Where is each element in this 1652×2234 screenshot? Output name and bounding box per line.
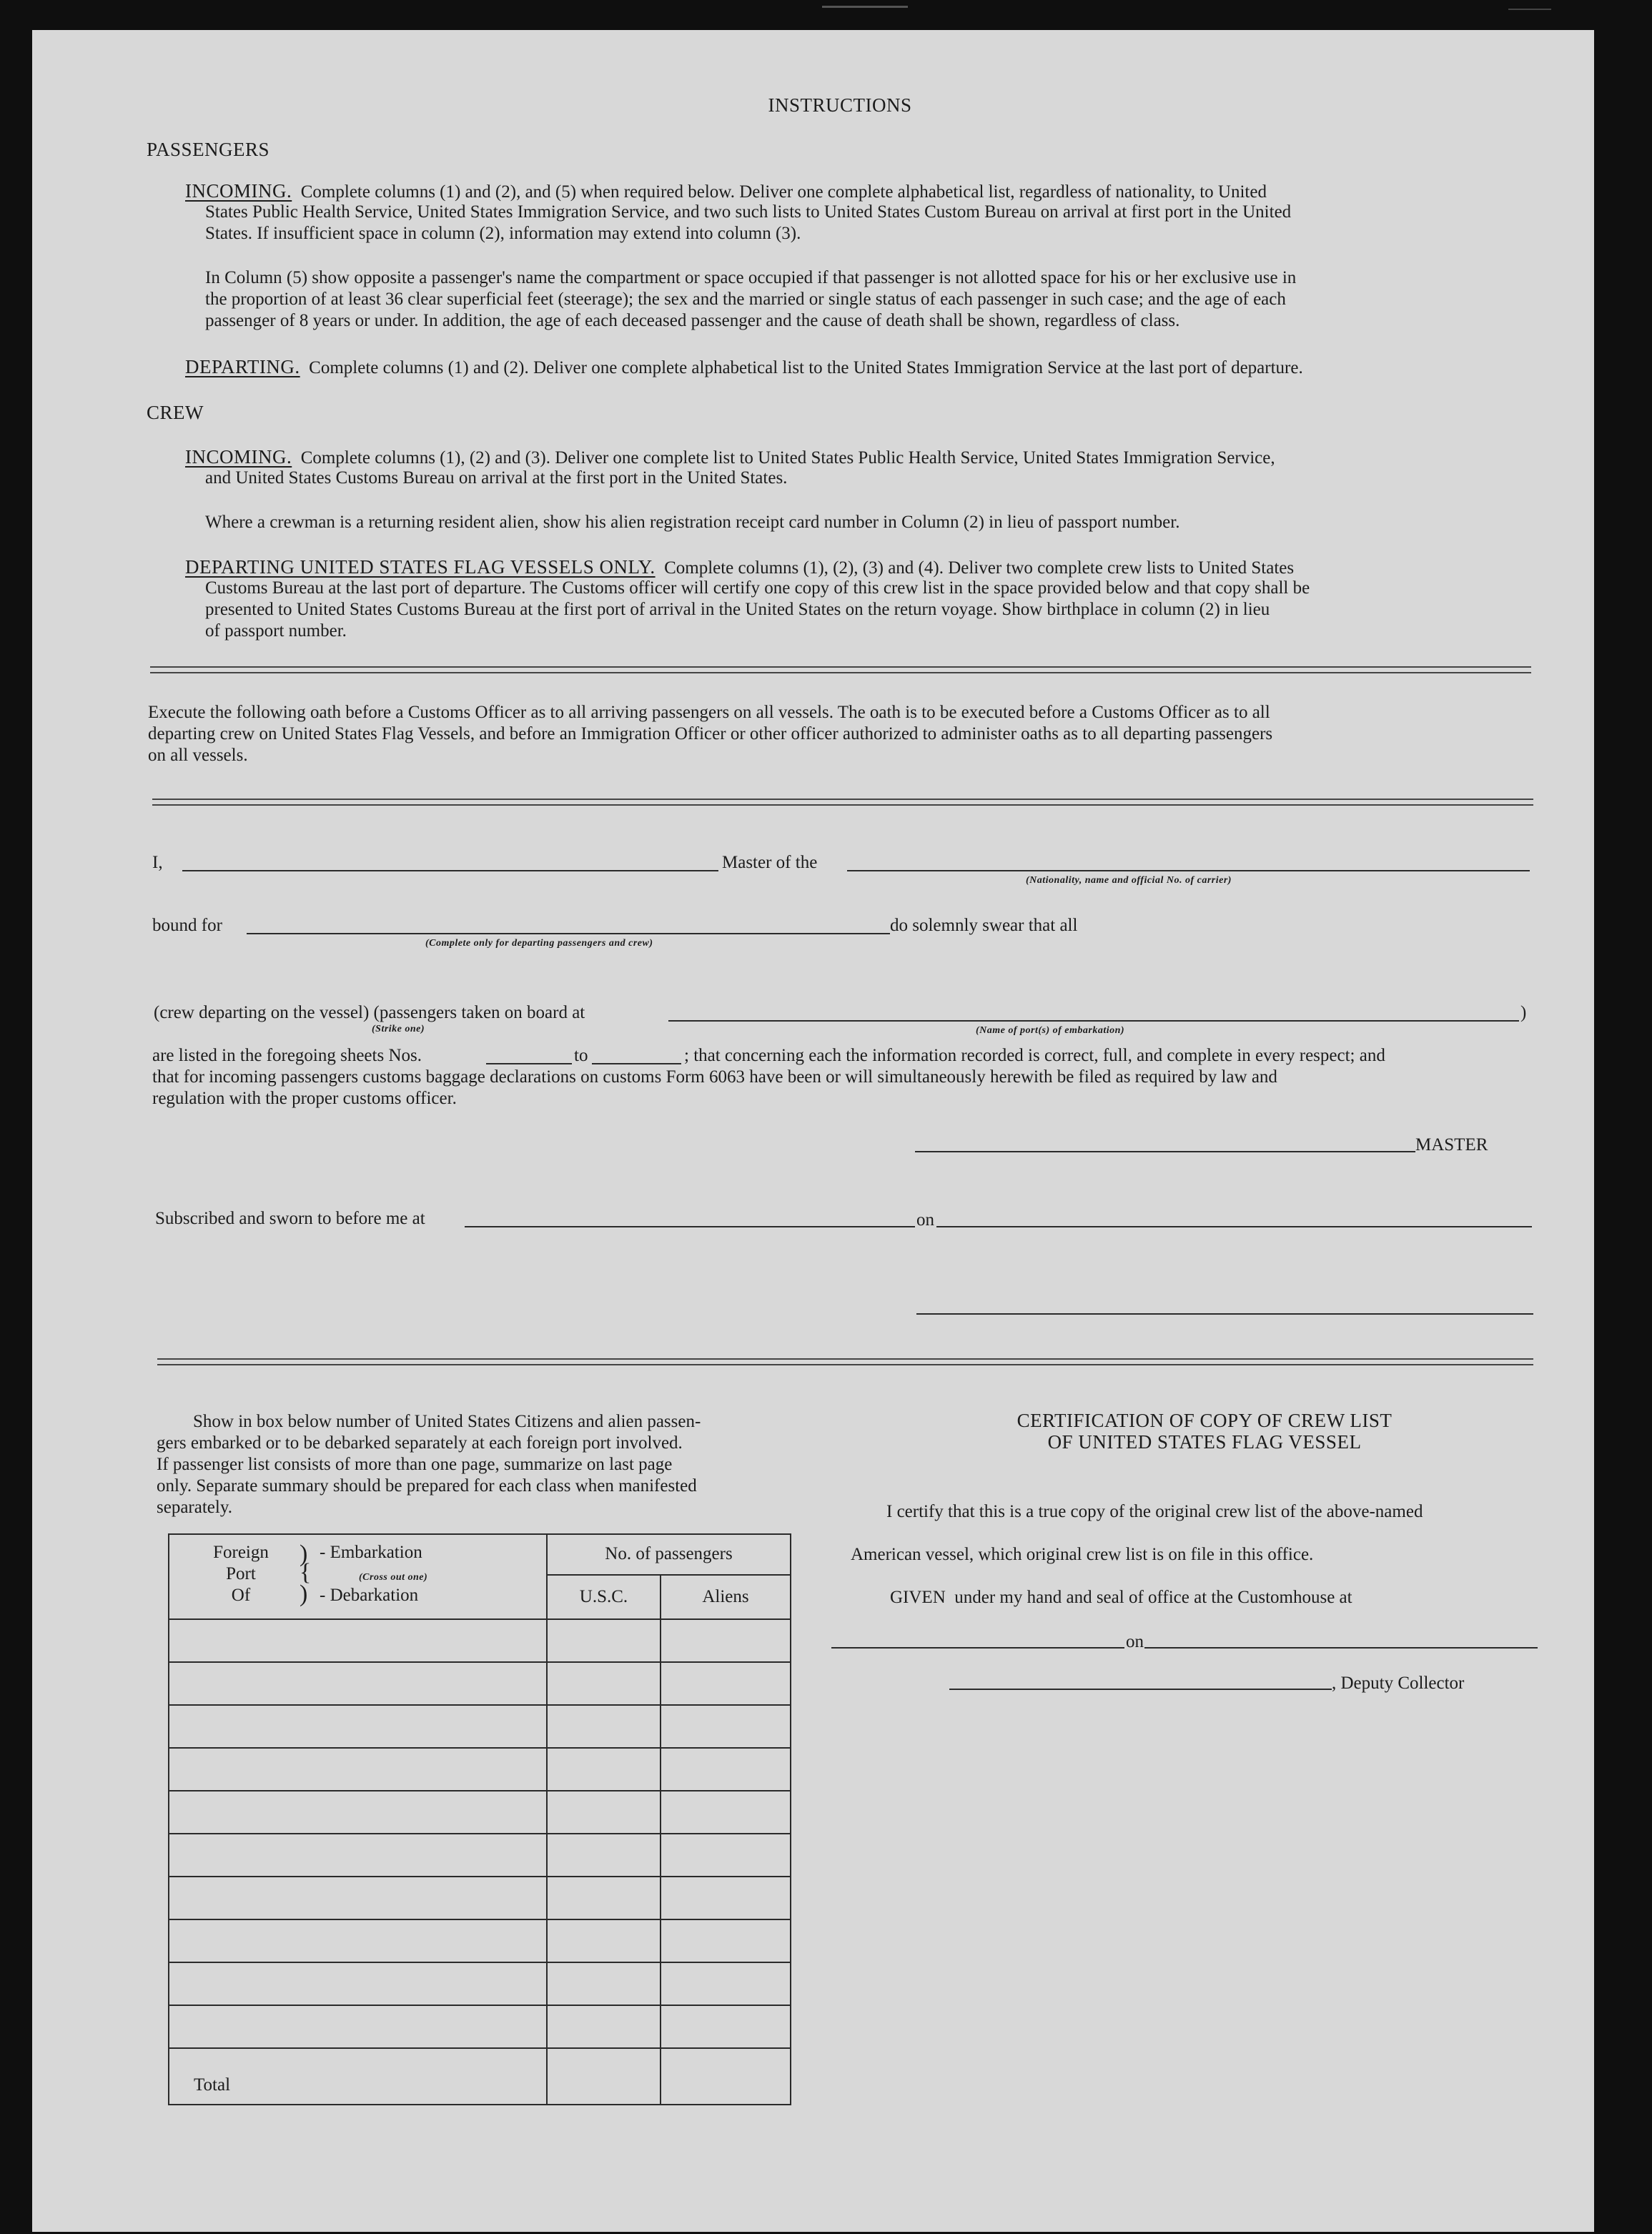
given-text: under my hand and seal of office at the Customhouse at — [954, 1588, 1352, 1607]
table-divider — [546, 1574, 790, 1576]
column5-line: the proportion of at least 36 clear superficial feet (steerage); the sex and the married or single status of each passenger in such case; and the age of each — [205, 290, 1286, 309]
customhouse-field[interactable] — [831, 1647, 1124, 1649]
table-row-line — [169, 1661, 790, 1663]
cert-on-label: on — [1126, 1632, 1144, 1651]
cross-out-caption: (Cross out one) — [359, 1572, 428, 1583]
crew-incoming-para — [185, 446, 1275, 469]
divider-rule — [150, 672, 1531, 673]
passengers-heading: PASSENGERS — [147, 139, 270, 160]
on-label: on — [916, 1210, 934, 1230]
officer-signature-field[interactable] — [916, 1313, 1533, 1315]
listed-line: that for incoming passengers customs baggage declarations on customs Form 6063 have been or will simultaneously herewith be filed as required by law and — [152, 1067, 1277, 1087]
table-row-line — [169, 1876, 790, 1877]
divider-rule — [152, 804, 1533, 806]
master-name-field[interactable] — [182, 870, 718, 871]
passengers-departing-label: DEPARTING. — [185, 356, 300, 377]
crew-incoming-label: INCOMING. — [185, 446, 292, 468]
certification-title: OF UNITED STATES FLAG VESSEL — [1047, 1431, 1362, 1453]
passengers-incoming-line: States Public Health Service, United States Immigration Service, and two such lists to United States Custom Bureau on arrival at first port in the United — [205, 202, 1292, 222]
sworn-place-field[interactable] — [465, 1226, 915, 1227]
given-label: GIVEN — [890, 1588, 946, 1607]
summary-line: If passenger list consists of more than one page, summarize on last page — [157, 1455, 673, 1474]
passenger-summary-table — [168, 1533, 791, 2105]
sheet-from-field[interactable] — [486, 1063, 572, 1064]
certification-title: CERTIFICATION OF COPY OF CREW LIST — [1017, 1410, 1393, 1431]
scan-mark — [822, 6, 908, 8]
master-of-label: Master of the — [722, 853, 818, 872]
swear-label: do solemnly swear that all — [890, 916, 1078, 935]
listed-line: regulation with the proper customs officer. — [152, 1089, 457, 1108]
certify-line: I certify that this is a true copy of the original crew list of the above-named — [886, 1502, 1423, 1521]
oath-instruction-line: departing crew on United States Flag Vessels, and before an Immigration Officer or other officer authorized to administer oaths as to all departing passengers — [148, 724, 1273, 743]
table-row-line — [169, 1833, 790, 1834]
form-page — [32, 30, 1594, 2232]
close-paren: ) — [1520, 1003, 1527, 1022]
table-row-line — [169, 1704, 790, 1706]
passengers-departing-para — [185, 356, 1303, 379]
crew-departing-label: (crew departing on the vessel) (passengers taken on board at — [154, 1003, 585, 1022]
table-row-line — [169, 1790, 790, 1791]
divider-rule — [152, 799, 1533, 800]
divider-rule — [150, 666, 1531, 668]
table-row-line — [169, 2005, 790, 2006]
summary-line: Show in box below number of United States Citizens and alien passen- — [193, 1412, 701, 1431]
crew-heading: CREW — [147, 402, 204, 423]
divider-rule — [157, 1358, 1533, 1360]
scan-mark — [1508, 9, 1551, 10]
crew-departing-line: Complete columns (1), (2), (3) and (4). Deliver two complete crew lists to United States — [664, 558, 1295, 578]
column5-line: In Column (5) show opposite a passenger's name the compartment or space occupied if that passenger is not allotted space for his or her exclusive use in — [205, 268, 1297, 287]
port-label: Port — [226, 1564, 256, 1583]
table-row-line — [169, 1747, 790, 1749]
summary-line: separately. — [157, 1498, 232, 1517]
port-caption: (Name of port(s) of embarkation) — [976, 1025, 1125, 1036]
crew-departing-para — [185, 556, 1294, 579]
vessel-field[interactable] — [847, 870, 1530, 871]
crew-departing-line: presented to United States Customs Bureau at the first port of arrival in the United States on the return voyage. Show birthplace in column (2) in lieu — [205, 600, 1270, 619]
aliens-header: Aliens — [702, 1587, 749, 1606]
table-row-line — [169, 2047, 790, 2049]
complete-caption: (Complete only for departing passengers and crew) — [425, 938, 653, 949]
total-label: Total — [194, 2075, 231, 2095]
passengers-incoming-label: INCOMING. — [185, 180, 292, 202]
summary-line: gers embarked or to be debarked separately at each foreign port involved. — [157, 1433, 683, 1453]
embarkation-label: - Embarkation — [320, 1543, 422, 1562]
divider-rule — [157, 1364, 1533, 1365]
page-title: INSTRUCTIONS — [768, 94, 912, 116]
crew-departing-label: DEPARTING UNITED STATES FLAG VESSELS ONLY. — [185, 556, 656, 578]
summary-line: only. Separate summary should be prepared for each class when manifested — [157, 1476, 697, 1496]
master-label: MASTER — [1415, 1135, 1488, 1155]
master-signature-field[interactable] — [915, 1151, 1415, 1152]
to-label: to — [574, 1046, 588, 1065]
deputy-signature-field[interactable] — [949, 1689, 1332, 1690]
brace-icon: { — [300, 1559, 312, 1586]
listed-prefix: are listed in the foregoing sheets Nos. — [152, 1046, 422, 1065]
listed-suffix: ; that concerning each the information recorded is correct, full, and complete in every respect; and — [684, 1046, 1385, 1065]
crew-resident-text: Where a crewman is a returning resident alien, show his alien registration receipt card number in Column (2) in lieu of passport number. — [205, 513, 1180, 532]
given-line — [890, 1587, 1352, 1608]
foreign-label: Foreign — [213, 1543, 269, 1562]
usc-header: U.S.C. — [579, 1587, 628, 1606]
table-divider — [546, 1535, 548, 2104]
crew-departing-line: of passport number. — [205, 621, 347, 641]
nationality-caption: (Nationality, name and official No. of carrier) — [1026, 875, 1232, 886]
certify-line: American vessel, which original crew list is on file in this office. — [851, 1545, 1314, 1564]
brace-icon: ) — [300, 1581, 308, 1607]
port-embarkation-field[interactable] — [668, 1020, 1519, 1022]
table-divider — [169, 1618, 790, 1620]
cert-date-field[interactable] — [1144, 1647, 1538, 1649]
of-label: Of — [231, 1586, 251, 1605]
no-passengers-header: No. of passengers — [605, 1544, 733, 1563]
passengers-departing-text: Complete columns (1) and (2). Deliver one complete alphabetical list to the United States Immigration Service at the last port of departure. — [309, 358, 1303, 377]
oath-instruction-line: on all vessels. — [148, 746, 248, 765]
table-row-line — [169, 1919, 790, 1920]
debarkation-label: - Debarkation — [320, 1586, 419, 1605]
passengers-incoming-para — [185, 180, 1529, 203]
oath-instruction-line: Execute the following oath before a Customs Officer as to all arriving passengers on all vessels. The oath is to be executed before a Customs Officer as to all — [148, 703, 1270, 722]
bound-for-label: bound for — [152, 916, 222, 935]
passengers-incoming-line: States. If insufficient space in column (2), information may extend into column (3). — [205, 224, 801, 243]
sheet-to-field[interactable] — [592, 1063, 681, 1064]
strike-caption: (Strike one) — [372, 1024, 425, 1034]
brace-icon: ) — [300, 1541, 308, 1567]
crew-departing-line: Customs Bureau at the last port of departure. The Customs officer will certify one copy of this crew list in the space provided below and that copy shall be — [205, 578, 1310, 598]
column5-line: passenger of 8 years or under. In addition, the age of each deceased passenger and the cause of death shall be shown, regardless of class. — [205, 311, 1180, 330]
oath-i-label: I, — [152, 853, 163, 872]
table-row-line — [169, 1962, 790, 1963]
sworn-date-field[interactable] — [936, 1226, 1532, 1227]
table-divider — [660, 1574, 661, 2104]
subscribed-label: Subscribed and sworn to before me at — [155, 1209, 425, 1228]
deputy-label: , Deputy Collector — [1332, 1674, 1465, 1693]
bound-for-field[interactable] — [247, 933, 890, 934]
crew-incoming-line: and United States Customs Bureau on arrival at the first port in the United States. — [205, 468, 788, 488]
crew-incoming-line: Complete columns (1), (2) and (3). Deliver one complete list to United States Public Health Service, United States Immigration Service, — [300, 448, 1275, 468]
passengers-incoming-line: Complete columns (1) and (2), and (5) when required below. Deliver one complete alphabetical list, regardless of nationality, to United — [300, 182, 1267, 202]
